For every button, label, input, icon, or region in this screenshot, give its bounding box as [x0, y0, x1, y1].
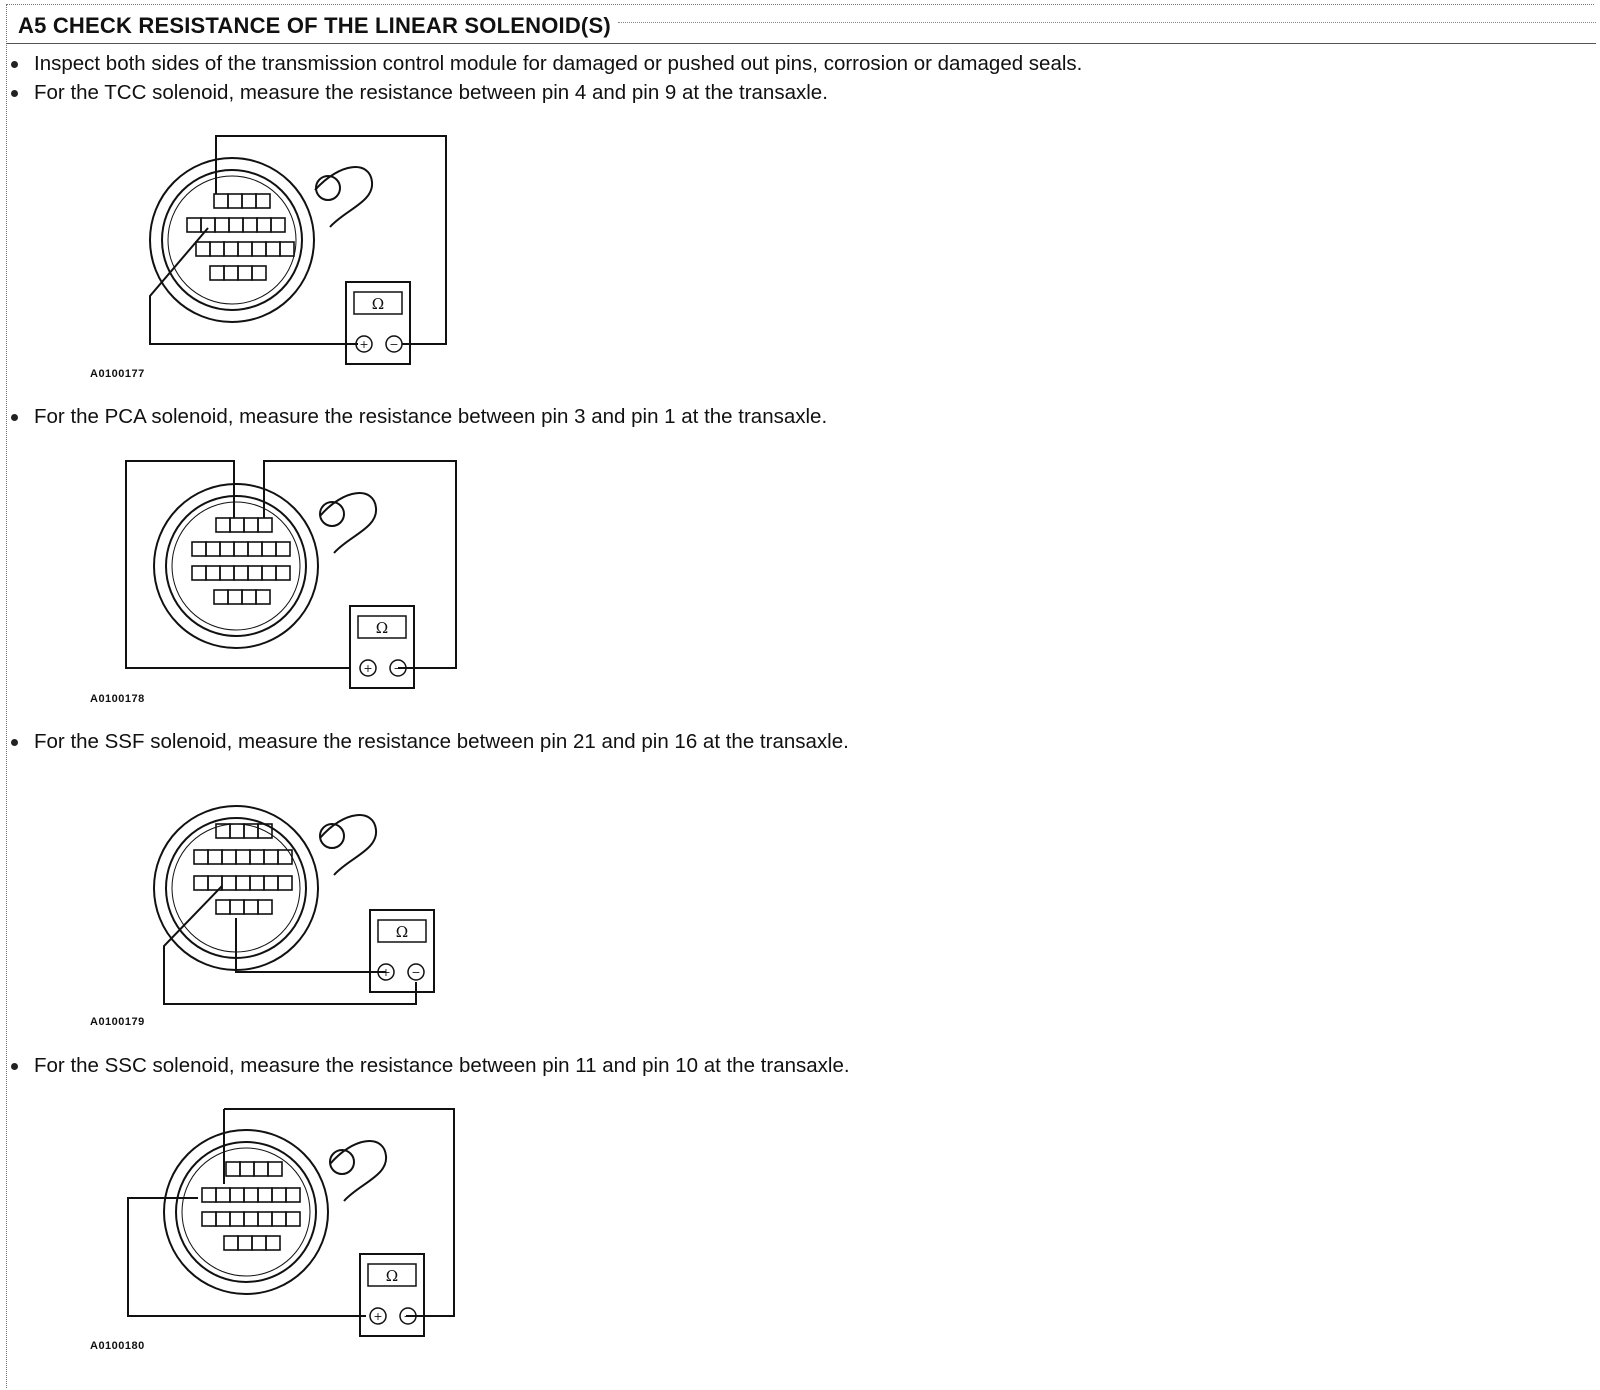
pin-grid [192, 518, 290, 604]
step-text: For the TCC solenoid, measure the resistance between pin 4 and pin 9 at the transaxle. [34, 81, 828, 104]
figure-id: A0100179 [90, 1016, 145, 1028]
svg-text:−: − [403, 1310, 413, 1323]
ohmmeter [360, 1254, 424, 1336]
connector-body [150, 158, 372, 322]
step-text: For the SSF solenoid, measure the resistance between pin 21 and pin 16 at the transaxle. [34, 730, 849, 753]
svg-text:+: + [363, 662, 373, 675]
wiring-diagram-ssc [126, 1104, 466, 1349]
ohmmeter [346, 282, 410, 364]
wiring-diagram-ssf [150, 778, 450, 1023]
svg-text:Ω: Ω [395, 923, 409, 941]
ohmmeter [370, 910, 434, 992]
step-text: For the SSC solenoid, measure the resistance between pin 11 and pin 10 at the transaxle. [34, 1054, 850, 1077]
pin-grid [187, 194, 294, 280]
svg-text:Ω: Ω [371, 295, 385, 313]
svg-text:+: + [381, 966, 391, 979]
bullet-icon [11, 414, 18, 421]
svg-text:Ω: Ω [375, 619, 389, 637]
section-title: A5 CHECK RESISTANCE OF THE LINEAR SOLENOID(S) [18, 13, 611, 38]
wiring-diagram-tcc [140, 132, 460, 377]
bullet-icon [11, 739, 18, 746]
step-text: Inspect both sides of the transmission control module for damaged or pushed out pins, corrosion or damaged seals. [34, 52, 1083, 75]
figure-id: A0100180 [90, 1340, 145, 1352]
figure-id: A0100177 [90, 368, 145, 380]
bullet-icon [11, 61, 18, 68]
svg-text:Ω: Ω [385, 1267, 399, 1285]
wiring-diagram-pca [124, 456, 464, 701]
step-text: For the PCA solenoid, measure the resistance between pin 3 and pin 1 at the transaxle. [34, 405, 828, 428]
connector-body [154, 806, 376, 970]
header-leader-line [618, 22, 1596, 23]
pin-grid [202, 1162, 300, 1250]
svg-text:−: − [393, 662, 403, 675]
svg-text:−: − [389, 338, 399, 351]
figure-id: A0100178 [90, 693, 145, 705]
bullet-icon [11, 90, 18, 97]
ohmmeter [350, 606, 414, 688]
svg-text:+: + [373, 1310, 383, 1323]
bullet-icon [11, 1063, 18, 1070]
test-leads [164, 886, 416, 1004]
section-header [6, 4, 1596, 44]
svg-text:−: − [411, 966, 421, 979]
svg-text:+: + [359, 338, 369, 351]
